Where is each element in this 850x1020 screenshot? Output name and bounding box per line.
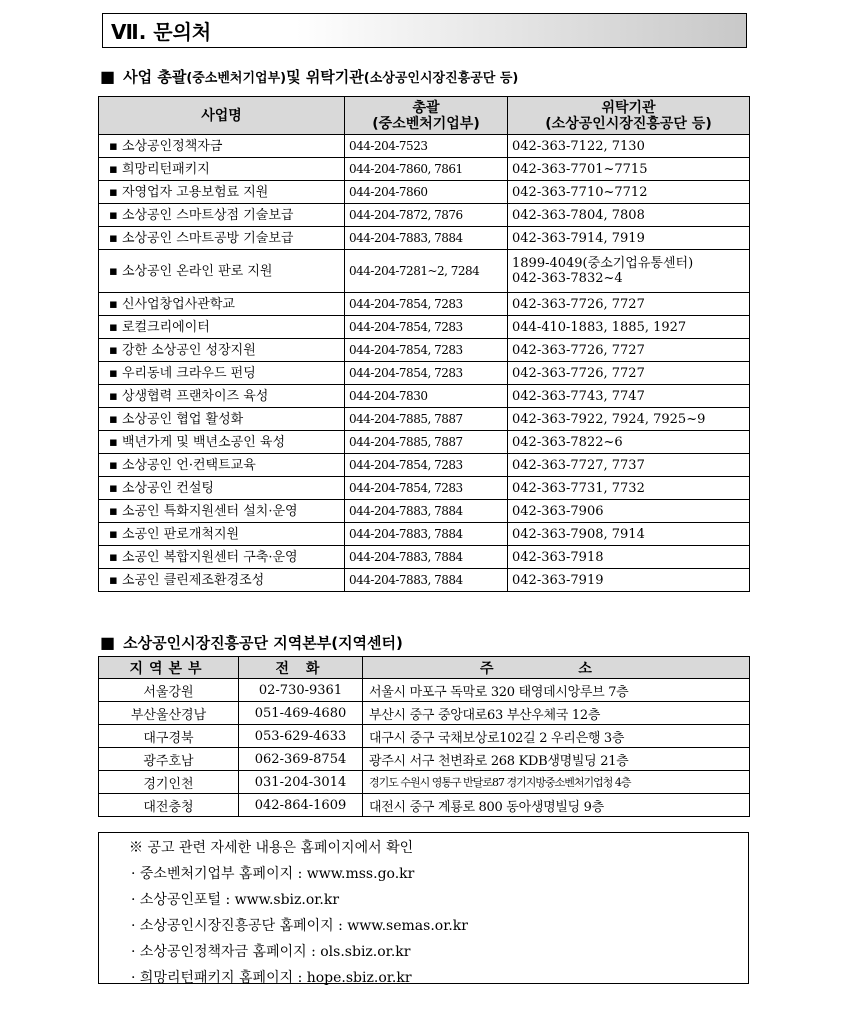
table-row bbox=[99, 748, 750, 771]
region-cell: 부산울산경남 bbox=[99, 702, 239, 725]
heading-and: 및 위탁기관 bbox=[286, 68, 364, 86]
address-cell: 광주시 서구 천변좌로 268 KDB생명빌딩 21층 bbox=[363, 748, 750, 771]
table-row bbox=[99, 227, 750, 250]
table-row bbox=[99, 500, 750, 523]
hq-phone-cell: 044-204-7872, 7876 bbox=[345, 204, 508, 227]
business-name-cell: ▪ 소공인 판로개척지원 bbox=[99, 523, 345, 546]
table-row bbox=[99, 477, 750, 500]
agency-phone-cell: 042-363-7804, 7808 bbox=[508, 204, 750, 227]
table-row bbox=[99, 454, 750, 477]
address-cell: 경기도 수원시 영통구 반달로87 경기지방중소벤처기업청 4층 bbox=[363, 771, 750, 794]
notice-item: · 소상공인포털 : www.sbiz.or.kr bbox=[131, 892, 340, 908]
phone-cell: 053-629-4633 bbox=[239, 725, 363, 748]
hq-phone-cell: 044-204-7885, 7887 bbox=[345, 431, 508, 454]
col-agency: 위탁기관 (소상공인시장진흥공단 등) bbox=[508, 97, 750, 135]
business-name-cell: ▪ 백년가게 및 백년소공인 육성 bbox=[99, 431, 345, 454]
heading-paren2: (소상공인시장진흥공단 등) bbox=[363, 71, 519, 86]
col-business-name: 사업명 bbox=[99, 97, 345, 135]
region-section-heading bbox=[100, 632, 403, 653]
table-row bbox=[99, 794, 750, 817]
hq-phone-cell: 044-204-7523 bbox=[345, 135, 508, 158]
business-name-cell: ▪ 소상공인 스마트상점 기술보급 bbox=[99, 204, 345, 227]
hq-phone-cell: 044-204-7883, 7884 bbox=[345, 500, 508, 523]
table-row bbox=[99, 339, 750, 362]
agency-phone-cell: 042-363-7701~7715 bbox=[508, 158, 750, 181]
agency-phone-line: 1899-4049(중소기업유통센터) bbox=[512, 256, 694, 271]
hq-phone-cell: 044-204-7854, 7283 bbox=[345, 454, 508, 477]
table-row bbox=[99, 181, 750, 204]
table-row bbox=[99, 204, 750, 227]
table-row bbox=[99, 702, 750, 725]
table-row bbox=[99, 523, 750, 546]
square-bullet-icon: ■ bbox=[100, 67, 116, 86]
agency-phone-cell bbox=[508, 250, 750, 293]
notice-item: · 소상공인정책자금 홈페이지 : ols.sbiz.or.kr bbox=[131, 944, 411, 960]
hq-phone-cell: 044-204-7860, 7861 bbox=[345, 158, 508, 181]
hq-phone-cell: 044-204-7854, 7283 bbox=[345, 339, 508, 362]
table-row bbox=[99, 569, 750, 592]
col-address: 주 소 bbox=[363, 657, 750, 679]
agency-phone-cell: 042-363-7822~6 bbox=[508, 431, 750, 454]
table-row bbox=[99, 362, 750, 385]
notice-header: ※ 공고 관련 자세한 내용은 홈페이지에서 확인 bbox=[129, 840, 414, 856]
business-name-cell: ▪ 로컬크리에이터 bbox=[99, 316, 345, 339]
hq-phone-cell: 044-204-7883, 7884 bbox=[345, 546, 508, 569]
notice-box bbox=[98, 832, 749, 984]
agency-phone-cell: 042-363-7922, 7924, 7925~9 bbox=[508, 408, 750, 431]
regional-office-table bbox=[98, 656, 750, 817]
region-cell: 광주호남 bbox=[99, 748, 239, 771]
hq-phone-cell: 044-204-7885, 7887 bbox=[345, 408, 508, 431]
table-row bbox=[99, 431, 750, 454]
agency-phone-cell: 042-363-7710~7712 bbox=[508, 181, 750, 204]
table-header-row bbox=[99, 97, 750, 135]
hq-phone-cell: 044-204-7883, 7884 bbox=[345, 569, 508, 592]
agency-phone-cell: 042-363-7122, 7130 bbox=[508, 135, 750, 158]
address-cell: 대전시 중구 계룡로 800 동아생명빌딩 9층 bbox=[363, 794, 750, 817]
business-name-cell: ▪ 신사업창업사관학교 bbox=[99, 293, 345, 316]
region-cell: 서울강원 bbox=[99, 679, 239, 702]
col-region: 지역본부 bbox=[99, 657, 239, 679]
agency-phone-cell: 042-363-7906 bbox=[508, 500, 750, 523]
phone-cell: 062-369-8754 bbox=[239, 748, 363, 771]
region-cell: 대전충청 bbox=[99, 794, 239, 817]
hq-phone-cell: 044-204-7854, 7283 bbox=[345, 477, 508, 500]
agency-phone-cell: 042-363-7726, 7727 bbox=[508, 362, 750, 385]
table-row bbox=[99, 316, 750, 339]
agency-phone-cell: 042-363-7726, 7727 bbox=[508, 339, 750, 362]
table-header-row bbox=[99, 657, 750, 679]
hq-phone-cell: 044-204-7860 bbox=[345, 181, 508, 204]
table-row bbox=[99, 546, 750, 569]
business-name-cell: ▪ 소상공인 협업 활성화 bbox=[99, 408, 345, 431]
notice-item: · 희망리턴패키지 홈페이지 : hope.sbiz.or.kr bbox=[131, 970, 412, 986]
region-cell: 대구경북 bbox=[99, 725, 239, 748]
notice-item: · 중소벤처기업부 홈페이지 : www.mss.go.kr bbox=[131, 866, 415, 882]
region-cell: 경기인천 bbox=[99, 771, 239, 794]
business-name-cell: ▪ 강한 소상공인 성장지원 bbox=[99, 339, 345, 362]
business-name-cell: ▪ 소상공인 스마트공방 기술보급 bbox=[99, 227, 345, 250]
business-name-cell: ▪ 소공인 복합지원센터 구축·운영 bbox=[99, 546, 345, 569]
table-row bbox=[99, 385, 750, 408]
address-cell: 서울시 마포구 독막로 320 태영데시앙루브 7층 bbox=[363, 679, 750, 702]
business-name-cell: ▪ 소상공인정책자금 bbox=[99, 135, 345, 158]
hq-phone-cell: 044-204-7883, 7884 bbox=[345, 523, 508, 546]
biz-section-heading bbox=[100, 66, 518, 87]
business-name-cell: ▪ 우리동네 크라우드 펀딩 bbox=[99, 362, 345, 385]
phone-cell: 042-864-1609 bbox=[239, 794, 363, 817]
table-row bbox=[99, 293, 750, 316]
hq-phone-cell: 044-204-7830 bbox=[345, 385, 508, 408]
phone-cell: 051-469-4680 bbox=[239, 702, 363, 725]
agency-phone-cell: 042-363-7919 bbox=[508, 569, 750, 592]
table-row bbox=[99, 771, 750, 794]
heading-main: 사업 총괄 bbox=[123, 68, 187, 86]
agency-phone-cell: 042-363-7727, 7737 bbox=[508, 454, 750, 477]
hq-phone-cell: 044-204-7281~2, 7284 bbox=[345, 250, 508, 293]
table-row bbox=[99, 725, 750, 748]
col-hq: 총괄 (중소벤처기업부) bbox=[345, 97, 508, 135]
address-cell: 대구시 중구 국채보상로102길 2 우리은행 3층 bbox=[363, 725, 750, 748]
hq-phone-cell: 044-204-7854, 7283 bbox=[345, 293, 508, 316]
square-bullet-icon: ■ bbox=[100, 633, 116, 652]
business-name-cell: ▪ 소공인 클린제조환경조성 bbox=[99, 569, 345, 592]
business-name-cell: ▪ 상생협력 프랜차이즈 육성 bbox=[99, 385, 345, 408]
business-name-cell: ▪ 자영업자 고용보험료 지원 bbox=[99, 181, 345, 204]
agency-phone-cell: 042-363-7918 bbox=[508, 546, 750, 569]
table-row bbox=[99, 408, 750, 431]
table-row bbox=[99, 135, 750, 158]
agency-phone-cell: 042-363-7743, 7747 bbox=[508, 385, 750, 408]
table-row bbox=[99, 250, 750, 293]
agency-phone-cell: 042-363-7731, 7732 bbox=[508, 477, 750, 500]
section-title bbox=[102, 13, 747, 48]
agency-phone-line: 042-363-7832~4 bbox=[512, 271, 623, 286]
hq-phone-cell: 044-204-7854, 7283 bbox=[345, 316, 508, 339]
phone-cell: 02-730-9361 bbox=[239, 679, 363, 702]
agency-phone-cell: 042-363-7914, 7919 bbox=[508, 227, 750, 250]
table-row bbox=[99, 158, 750, 181]
business-name-cell: ▪ 소상공인 온라인 판로 지원 bbox=[99, 250, 345, 293]
col-phone: 전 화 bbox=[239, 657, 363, 679]
business-name-cell: ▪ 소상공인 언·컨택트교육 bbox=[99, 454, 345, 477]
notice-item: · 소상공인시장진흥공단 홈페이지 : www.semas.or.kr bbox=[131, 918, 468, 934]
table-row bbox=[99, 679, 750, 702]
hq-phone-cell: 044-204-7883, 7884 bbox=[345, 227, 508, 250]
business-name-cell: ▪ 소공인 특화지원센터 설치·운영 bbox=[99, 500, 345, 523]
agency-phone-cell: 042-363-7908, 7914 bbox=[508, 523, 750, 546]
business-name-cell: ▪ 소상공인 컨설팅 bbox=[99, 477, 345, 500]
region-heading-text: 소상공인시장진흥공단 지역본부(지역센터) bbox=[123, 634, 403, 652]
agency-phone-cell: 042-363-7726, 7727 bbox=[508, 293, 750, 316]
address-cell: 부산시 중구 중앙대로63 부산우체국 12층 bbox=[363, 702, 750, 725]
phone-cell: 031-204-3014 bbox=[239, 771, 363, 794]
agency-phone-cell: 044-410-1883, 1885, 1927 bbox=[508, 316, 750, 339]
hq-phone-cell: 044-204-7854, 7283 bbox=[345, 362, 508, 385]
section-title-text: Ⅶ. 문의처 bbox=[111, 20, 212, 44]
heading-paren1: (중소벤처기업부) bbox=[186, 71, 287, 86]
business-contact-table bbox=[98, 96, 750, 592]
business-name-cell: ▪ 희망리턴패키지 bbox=[99, 158, 345, 181]
